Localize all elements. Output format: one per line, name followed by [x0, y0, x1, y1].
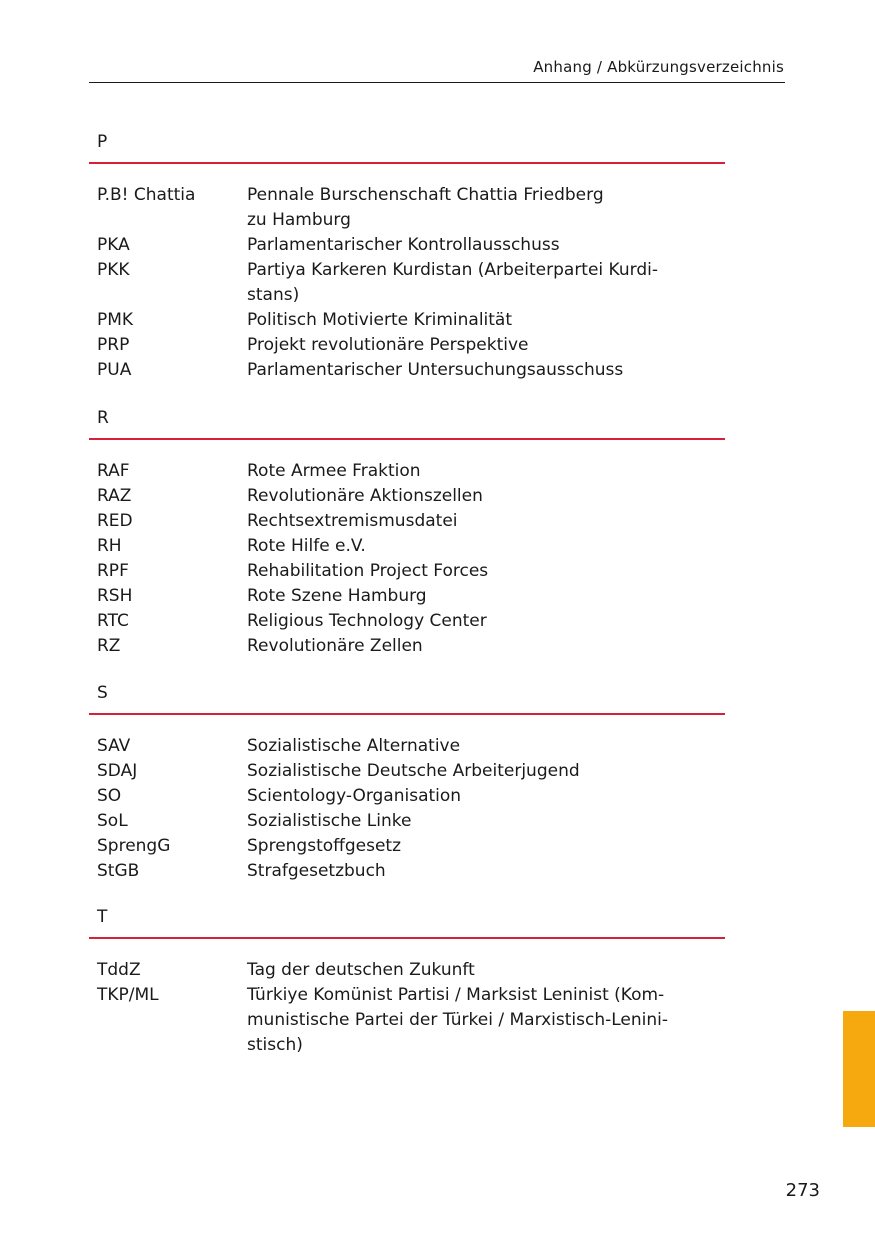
entry-row [89, 958, 725, 983]
abbreviation: RSH [97, 586, 133, 606]
header-rule [89, 82, 785, 83]
entry-row [89, 859, 725, 884]
definition [247, 584, 717, 609]
definition [247, 358, 717, 383]
abbreviation: RPF [97, 561, 129, 581]
definition [247, 258, 717, 308]
entry-row [89, 534, 725, 559]
definition-line: Rehabilitation Project Forces [247, 561, 489, 581]
abbreviation: TKP/ML [97, 985, 159, 1005]
entry-row [89, 634, 725, 659]
entry-row [89, 358, 725, 383]
entry-row [89, 484, 725, 509]
definition-line: Parlamentarischer Kontrollausschuss [247, 235, 560, 255]
section-letter: S [97, 683, 108, 703]
definition-line: Revolutionäre Zellen [247, 636, 423, 656]
definition [247, 559, 717, 584]
definition [247, 983, 717, 1058]
entry-row [89, 559, 725, 584]
definition [247, 834, 717, 859]
definition-line: Strafgesetzbuch [247, 861, 386, 881]
definition-line: Sprengstoffgesetz [247, 836, 402, 856]
entry-row [89, 333, 725, 358]
definition [247, 958, 717, 983]
definition-line: Pennale Burschenschaft Chattia Friedberg [247, 185, 604, 205]
definition [247, 859, 717, 884]
definition [247, 509, 717, 534]
abbreviation: SAV [97, 736, 131, 756]
entry-row [89, 734, 725, 759]
entry-row [89, 609, 725, 634]
section-r [89, 406, 725, 659]
entry-row [89, 809, 725, 834]
section-rule [89, 438, 725, 440]
definition [247, 634, 717, 659]
definition [247, 183, 717, 233]
section-rule [89, 937, 725, 939]
entry-row [89, 983, 725, 1058]
entry-row [89, 834, 725, 859]
definition [247, 759, 717, 784]
section-letter: R [97, 408, 109, 428]
definition-line: Projekt revolutionäre Perspektive [247, 335, 529, 355]
abbreviation: RAZ [97, 486, 132, 506]
section-t [89, 905, 725, 1058]
definition-line: Parlamentarischer Untersuchungsausschuss [247, 360, 624, 380]
definition [247, 534, 717, 559]
entry-list [89, 459, 725, 659]
section-p [89, 130, 725, 383]
abbreviation: SprengG [97, 836, 171, 856]
definition-line: Türkiye Komünist Partisi / Marksist Leninist (Kom- [247, 985, 665, 1005]
abbreviation: RTC [97, 611, 129, 631]
definition-line: Scientology-Organisation [247, 786, 462, 806]
abbreviation: RAF [97, 461, 130, 481]
definition [247, 308, 717, 333]
abbreviation: PKA [97, 235, 130, 255]
definition-line: Rechtsextremismusdatei [247, 511, 458, 531]
entry-list [89, 183, 725, 383]
entry-row [89, 509, 725, 534]
abbreviation: PMK [97, 310, 134, 330]
definition-line: Rote Armee Fraktion [247, 461, 421, 481]
definition-line: Religious Technology Center [247, 611, 487, 631]
definition-line: zu Hamburg [247, 210, 351, 230]
section-letter: T [97, 907, 108, 927]
entry-row [89, 308, 725, 333]
entry-row [89, 233, 725, 258]
abbreviation: RZ [97, 636, 121, 656]
entry-list [89, 958, 725, 1058]
definition [247, 809, 717, 834]
definition-line: Partiya Karkeren Kurdistan (Arbeiterpartei Kurdi- [247, 260, 658, 280]
definition-line: Revolutionäre Aktionszellen [247, 486, 483, 506]
entry-list [89, 734, 725, 884]
definition [247, 459, 717, 484]
definition-line: Rote Szene Hamburg [247, 586, 427, 606]
section-rule [89, 162, 725, 164]
definition-line: Tag der deutschen Zukunft [247, 960, 475, 980]
definition [247, 484, 717, 509]
section-rule [89, 713, 725, 715]
definition-line: Sozialistische Linke [247, 811, 412, 831]
page-number: 273 [785, 1180, 820, 1201]
definition-line: munistische Partei der Türkei / Marxistisch-Lenini- [247, 1010, 668, 1030]
definition [247, 233, 717, 258]
abbreviation: RED [97, 511, 133, 531]
abbreviation: RH [97, 536, 122, 556]
abbreviation: P.B! Chattia [97, 185, 196, 205]
definition-line: Politisch Motivierte Kriminalität [247, 310, 513, 330]
abbreviation: PKK [97, 260, 130, 280]
definition [247, 734, 717, 759]
running-head: Anhang / Abkürzungsverzeichnis [533, 58, 784, 76]
definition-line: stisch) [247, 1035, 303, 1055]
definition [247, 609, 717, 634]
definition-line: stans) [247, 285, 300, 305]
definition-line: Sozialistische Deutsche Arbeiterjugend [247, 761, 580, 781]
abbreviation: PUA [97, 360, 132, 380]
entry-row [89, 459, 725, 484]
abbreviation: StGB [97, 861, 140, 881]
section-letter: P [97, 132, 108, 152]
abbreviation: SoL [97, 811, 128, 831]
definition-line: Rote Hilfe e.V. [247, 536, 366, 556]
abbreviation: SO [97, 786, 122, 806]
definition [247, 784, 717, 809]
chapter-thumb-tab [843, 1011, 875, 1127]
entry-row [89, 784, 725, 809]
abbreviation: TddZ [97, 960, 141, 980]
definition-line: Sozialistische Alternative [247, 736, 461, 756]
abbreviation: PRP [97, 335, 130, 355]
section-s [89, 681, 725, 884]
entry-row [89, 183, 725, 233]
definition [247, 333, 717, 358]
entry-row [89, 258, 725, 308]
abbreviation: SDAJ [97, 761, 138, 781]
entry-row [89, 759, 725, 784]
entry-row [89, 584, 725, 609]
